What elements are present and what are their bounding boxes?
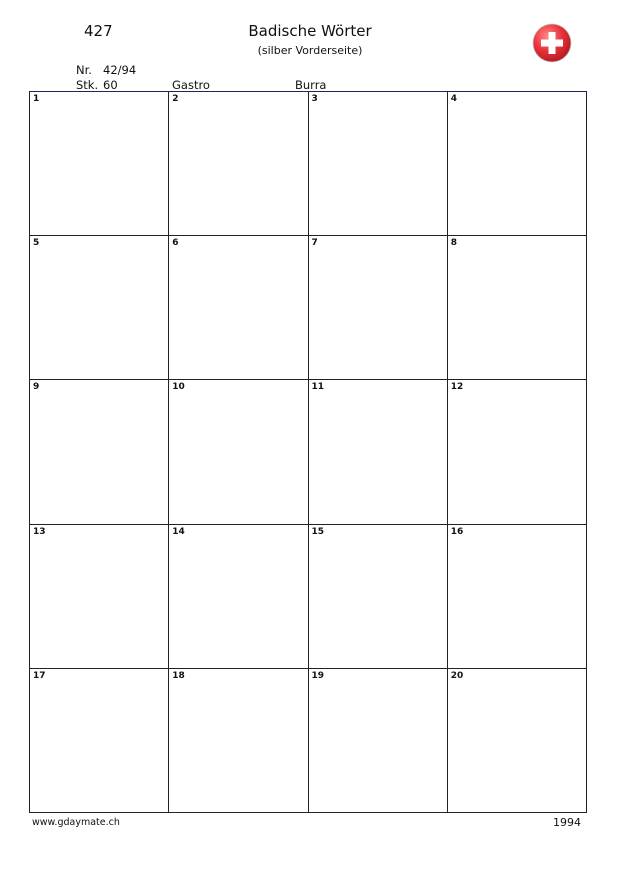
page-subtitle: (silber Vorderseite) [257, 44, 363, 57]
grid-cell [309, 380, 448, 524]
grid-cell [448, 92, 587, 236]
cell-number: 18 [172, 670, 185, 681]
sheet-number: 427 [84, 22, 113, 40]
grid-cell [30, 669, 169, 813]
grid-cell [30, 236, 169, 380]
cell-number: 6 [172, 238, 179, 249]
grid-cell [30, 525, 169, 669]
cell-number: 2 [172, 94, 179, 104]
cell-number: 10 [172, 382, 185, 393]
cell-number: 14 [172, 526, 185, 537]
grid-cell [169, 236, 308, 380]
footer-year: 1994 [553, 816, 581, 829]
cell-number: 7 [311, 238, 318, 249]
grid-cell [169, 669, 308, 813]
cell-number: 19 [311, 670, 325, 681]
cell-number: 17 [33, 670, 46, 681]
stk-label: Stk. [76, 78, 99, 92]
nr-label: Nr. [76, 63, 92, 77]
grid-cell [309, 525, 448, 669]
cell-number: 20 [450, 670, 464, 681]
cell-number: 4 [450, 94, 458, 104]
grid-cell [169, 525, 308, 669]
card-grid [29, 91, 587, 813]
cell-number: 16 [450, 526, 464, 537]
category-burra: Burra [295, 78, 327, 92]
grid-cell [448, 669, 587, 813]
cell-number: 8 [450, 238, 458, 249]
cell-number: 13 [33, 526, 46, 537]
grid-cell [448, 525, 587, 669]
grid-cell [169, 92, 308, 236]
grid-cell [309, 92, 448, 236]
cell-number: 1 [33, 94, 40, 104]
grid-cell [309, 669, 448, 813]
grid-cell [309, 236, 448, 380]
cell-number: 15 [311, 526, 325, 537]
grid-cell [30, 92, 169, 236]
category-gastro: Gastro [172, 78, 210, 92]
grid-cell [30, 380, 169, 524]
nr-value: 42/94 [103, 63, 137, 77]
cell-number: 3 [311, 94, 318, 104]
cell-number: 9 [33, 382, 40, 393]
grid-cell [448, 236, 587, 380]
swiss-cross-icon [532, 23, 572, 63]
stk-value: 60 [103, 78, 118, 92]
grid-cell [448, 380, 587, 524]
footer-url: www.gdaymate.ch [32, 817, 120, 828]
page-title: Badische Wörter [248, 22, 372, 40]
grid-cell [169, 380, 308, 524]
cell-number: 5 [33, 238, 40, 249]
cell-number: 12 [450, 382, 464, 393]
cell-number: 11 [311, 382, 325, 393]
